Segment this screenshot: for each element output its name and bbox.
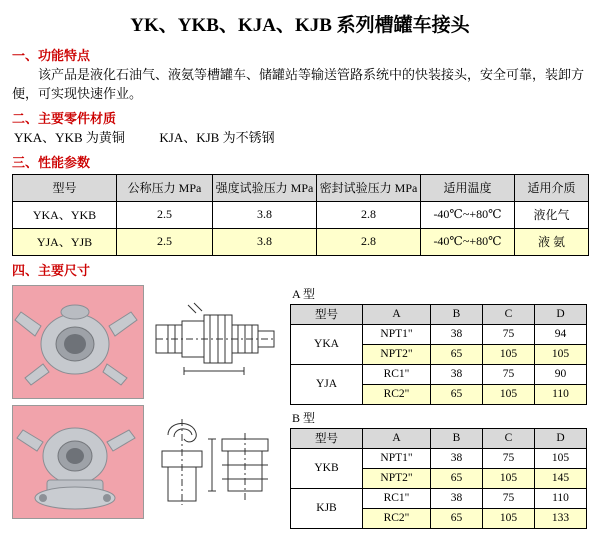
line-drawing-type-a (148, 285, 280, 397)
dim-a-header-cell: 型号 (291, 304, 363, 324)
dim-a-cell: RC1" (363, 364, 431, 384)
photo-b-artwork (13, 406, 143, 518)
dim-b-cell: RC2" (363, 508, 431, 528)
dim-b-cell: 38 (431, 448, 483, 468)
dim-a-cell: 65 (431, 384, 483, 404)
dim-b-header-cell: D (535, 428, 587, 448)
spec-header-cell: 强度试验压力 MPa (213, 174, 317, 201)
dim-b-model-cell: YKB (291, 448, 363, 488)
figure-row-type-a (12, 285, 282, 399)
product-photo-type-b (12, 405, 144, 519)
spec-cell: -40℃~+80℃ (421, 228, 515, 255)
dim-b-cell: 75 (483, 448, 535, 468)
dim-b-model-cell: KJB (291, 488, 363, 528)
table-row (13, 228, 589, 255)
dim-a-cell: 65 (431, 344, 483, 364)
dim-a-cell: RC2" (363, 384, 431, 404)
dim-b-cell: 38 (431, 488, 483, 508)
spec-cell: 2.5 (117, 228, 213, 255)
dim-b-cell: 105 (483, 508, 535, 528)
spec-cell: YJA、YJB (13, 228, 117, 255)
spec-cell: 2.8 (317, 201, 421, 228)
performance-table (12, 174, 589, 256)
dim-b-cell: NPT2" (363, 468, 431, 488)
dim-b-cell: 65 (431, 468, 483, 488)
dim-b-cell: NPT1" (363, 448, 431, 468)
section-heading-performance: 三、性能参数 (12, 154, 91, 170)
spec-cell: 2.8 (317, 228, 421, 255)
dim-a-cell: 105 (483, 384, 535, 404)
dim-a-model-cell: YKA (291, 324, 363, 364)
dim-b-header-cell: B (431, 428, 483, 448)
table-header-row (291, 428, 587, 448)
spec-header-cell: 适用介质 (515, 174, 589, 201)
spec-cell: 3.8 (213, 201, 317, 228)
dim-a-model-cell: YJA (291, 364, 363, 404)
dim-a-cell: NPT1" (363, 324, 431, 344)
material-line (12, 129, 588, 148)
spec-cell: -40℃~+80℃ (421, 201, 515, 228)
figure-column (12, 285, 282, 533)
spec-cell: 液 氨 (515, 228, 589, 255)
table-header-row (291, 304, 587, 324)
section-heading-material: 二、主要零件材质 (12, 110, 117, 126)
spec-cell: 液化气 (515, 201, 589, 228)
page-title: YK、YKB、KJA、KJB 系列槽罐车接头 (130, 15, 470, 36)
table-header-row (13, 174, 589, 201)
dim-b-cell: 65 (431, 508, 483, 528)
line-drawing-a-artwork (148, 285, 280, 397)
dim-a-cell: 105 (483, 344, 535, 364)
dim-b-header-cell: 型号 (291, 428, 363, 448)
dim-b-cell: 133 (535, 508, 587, 528)
spec-header-cell: 型号 (13, 174, 117, 201)
dimension-tables-column (290, 285, 586, 533)
dim-b-header-cell: A (363, 428, 431, 448)
table-row (291, 324, 587, 344)
spec-header-cell: 公称压力 MPa (117, 174, 213, 201)
photo-a-artwork (13, 286, 143, 398)
dim-b-cell: 105 (535, 448, 587, 468)
dim-b-cell: 110 (535, 488, 587, 508)
spec-cell: 2.5 (117, 201, 213, 228)
dim-a-cell: 110 (535, 384, 587, 404)
material-line-left: YKA、YKB 为黄铜 (14, 129, 125, 145)
dim-b-cell: 105 (483, 468, 535, 488)
figure-label-type-b: B 型 (292, 410, 316, 425)
dim-a-cell: NPT2" (363, 344, 431, 364)
dim-a-header-cell: A (363, 304, 431, 324)
dim-a-header-cell: D (535, 304, 587, 324)
spec-header-cell: 密封试验压力 MPa (317, 174, 421, 201)
table-row (291, 488, 587, 508)
dim-b-header-cell: C (483, 428, 535, 448)
line-drawing-type-b (148, 405, 280, 517)
dimension-table-b (290, 428, 587, 529)
spec-cell: 3.8 (213, 228, 317, 255)
figure-row-type-b (12, 405, 282, 519)
dim-a-cell: 90 (535, 364, 587, 384)
spec-header-cell: 适用温度 (421, 174, 515, 201)
dim-a-cell: 38 (431, 324, 483, 344)
material-line-right: KJA、KJB 为不锈钢 (159, 129, 275, 145)
spec-cell: YKA、YKB (13, 201, 117, 228)
dim-a-cell: 75 (483, 324, 535, 344)
features-text: 该产品是液化石油气、液氨等槽罐车、储罐站等输送管路系统中的快装接头，安全可靠，装卸方便，可实现快速作业。 (12, 67, 585, 101)
line-drawing-b-artwork (148, 405, 280, 517)
figure-label-type-a: A 型 (292, 286, 316, 301)
section-heading-features: 一、功能特点 (12, 48, 91, 63)
dim-b-cell: RC1" (363, 488, 431, 508)
product-photo-type-a (12, 285, 144, 399)
dim-b-cell: 75 (483, 488, 535, 508)
dim-a-cell: 94 (535, 324, 587, 344)
dim-a-cell: 38 (431, 364, 483, 384)
dim-b-cell: 145 (535, 468, 587, 488)
table-row (13, 201, 589, 228)
dim-a-header-cell: C (483, 304, 535, 324)
dimension-table-a (290, 304, 587, 405)
dim-a-header-cell: B (431, 304, 483, 324)
figures-and-tables-block (12, 285, 588, 533)
dim-a-cell: 75 (483, 364, 535, 384)
section-heading-dimensions: 四、主要尺寸 (12, 262, 91, 278)
dim-a-cell: 105 (535, 344, 587, 364)
table-row (291, 364, 587, 384)
table-row (291, 448, 587, 468)
